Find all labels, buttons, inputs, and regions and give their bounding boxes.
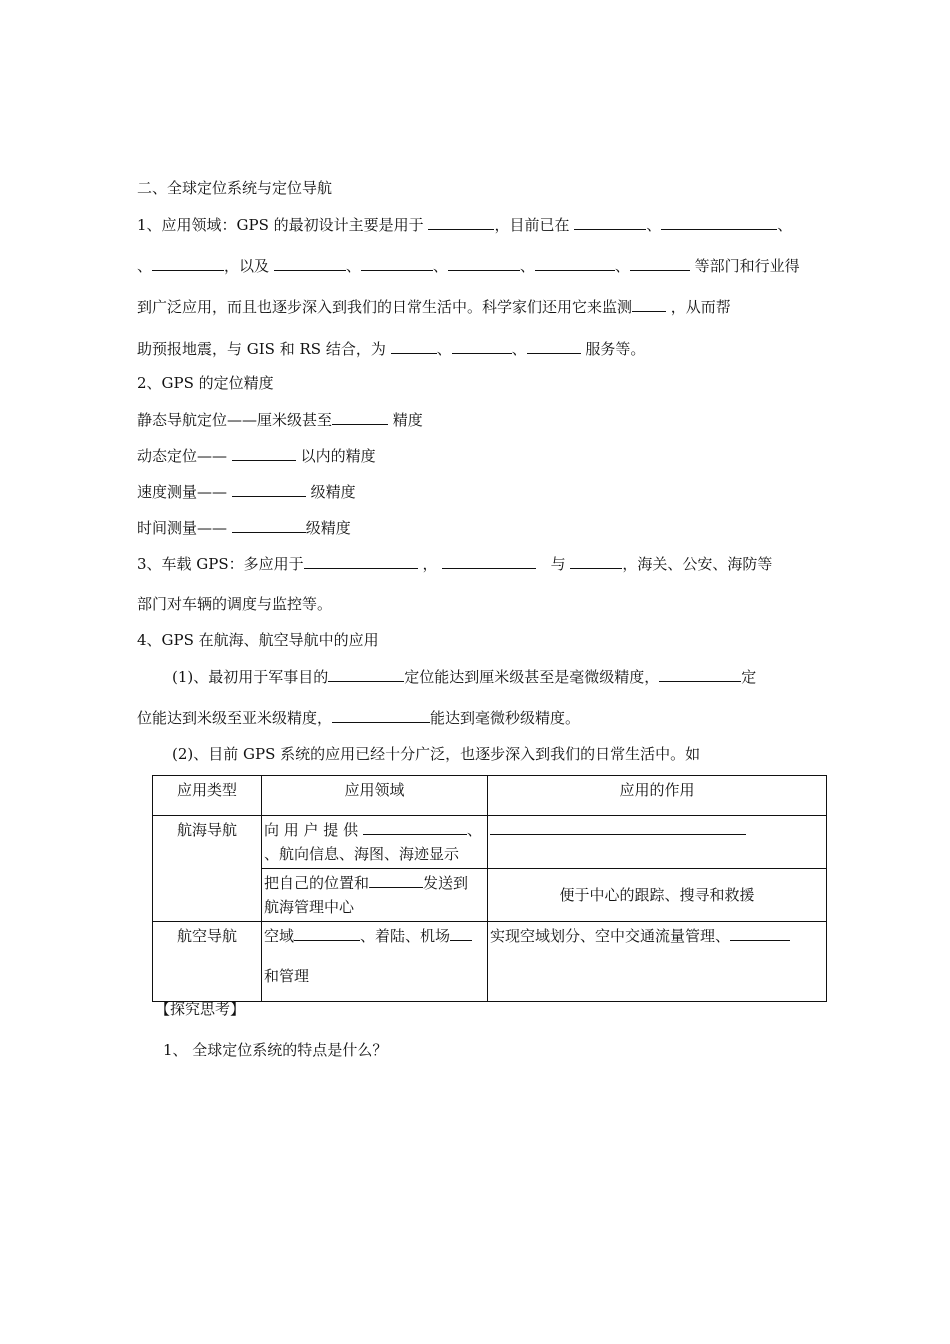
blank[interactable] xyxy=(570,553,622,569)
explore-title: 【探究思考】 xyxy=(155,1000,246,1018)
table-cell-effect xyxy=(488,816,827,869)
application-table xyxy=(152,775,827,1002)
item1-line1: 1、应用领域：GPS 的最初设计主要是用于 ，目前已在 、 、 xyxy=(137,216,793,234)
blank[interactable] xyxy=(232,517,306,533)
blank[interactable] xyxy=(428,214,494,230)
item4-p1-line1: (1)、最初用于军事目的 定位能达到厘米级甚至是毫微级精度， 定 xyxy=(172,668,757,686)
blank[interactable] xyxy=(730,925,790,941)
item4-p2-line: (2)、目前 GPS 系统的应用已经十分广泛，也逐步深入到我们的日常生活中。如 xyxy=(172,745,701,763)
item4-p1-line2: 位能达到米级至亚米级精度， 能达到毫微秒级精度。 xyxy=(137,709,581,727)
blank[interactable] xyxy=(369,872,423,888)
blank[interactable] xyxy=(452,338,512,354)
blank[interactable] xyxy=(442,553,536,569)
blank[interactable] xyxy=(363,819,467,835)
item3-line2: 部门对车辆的调度与监控等。 xyxy=(137,595,333,613)
blank[interactable] xyxy=(328,666,404,682)
table-cell-effect: 实现空域划分、空中交通流量管理、 xyxy=(488,922,827,1002)
blank[interactable] xyxy=(490,819,746,835)
blank[interactable] xyxy=(274,255,346,271)
blank[interactable] xyxy=(332,409,388,425)
blank[interactable] xyxy=(391,338,437,354)
table-cell-type: 航空导航 xyxy=(153,922,262,1002)
table-header: 应用的作用 xyxy=(488,776,827,816)
blank[interactable] xyxy=(232,445,296,461)
item3-line1: 3、车载 GPS：多应用于 ， 与 ，海关、公安、海防等 xyxy=(137,555,773,573)
blank[interactable] xyxy=(332,707,430,723)
table-header: 应用类型 xyxy=(153,776,262,816)
item4-title: 4、GPS 在航海、航空导航中的应用 xyxy=(137,631,379,649)
table-row xyxy=(153,816,827,869)
blank[interactable] xyxy=(361,255,433,271)
blank[interactable] xyxy=(527,338,581,354)
blank[interactable] xyxy=(574,214,646,230)
table-cell-field: 空域 、着陆、机场 和管理 xyxy=(262,922,488,1002)
item1-line3: 到广泛应用，而且也逐步深入到我们的日常生活中。科学家们还用它来监测 ，从而帮 xyxy=(137,298,731,316)
blank[interactable] xyxy=(661,214,777,230)
item2-static: 静态导航定位——厘米级甚至 精度 xyxy=(137,411,423,429)
item2-speed: 速度测量—— 级精度 xyxy=(137,483,356,501)
blank[interactable] xyxy=(632,296,666,312)
table-row xyxy=(153,922,827,1002)
item2-title: 2、GPS 的定位精度 xyxy=(137,374,274,392)
table-cell-field: 把自己的位置和 发送到 航海管理中心 xyxy=(262,869,488,922)
blank[interactable] xyxy=(232,481,306,497)
explore-question-1: 1、 全球定位系统的特点是什么？ xyxy=(163,1041,388,1059)
item2-dynamic: 动态定位—— 以内的精度 xyxy=(137,447,376,465)
blank[interactable] xyxy=(448,255,520,271)
blank[interactable] xyxy=(152,255,224,271)
blank[interactable] xyxy=(630,255,690,271)
blank[interactable] xyxy=(304,553,418,569)
item1-line4: 助预报地震，与 GIS 和 RS 结合，为 、 、 服务等。 xyxy=(137,340,646,358)
table-cell-effect: 便于中心的跟踪、搜寻和救援 xyxy=(488,869,827,922)
table-header-row xyxy=(153,776,827,816)
item2-time: 时间测量—— 级精度 xyxy=(137,519,351,537)
blank[interactable] xyxy=(535,255,615,271)
table-header: 应用领域 xyxy=(262,776,488,816)
blank[interactable] xyxy=(294,925,360,941)
blank[interactable] xyxy=(659,666,741,682)
section-title: 二、全球定位系统与定位导航 xyxy=(137,179,333,197)
table-cell-type: 航海导航 xyxy=(153,816,262,922)
item1-line2: 、 ，以及 、 、 、 、 等部门和行业得 xyxy=(137,257,800,275)
table-cell-field: 向 用 户 提 供 、 、航向信息、海图、海迹显示 xyxy=(262,816,488,869)
blank[interactable] xyxy=(450,925,472,941)
